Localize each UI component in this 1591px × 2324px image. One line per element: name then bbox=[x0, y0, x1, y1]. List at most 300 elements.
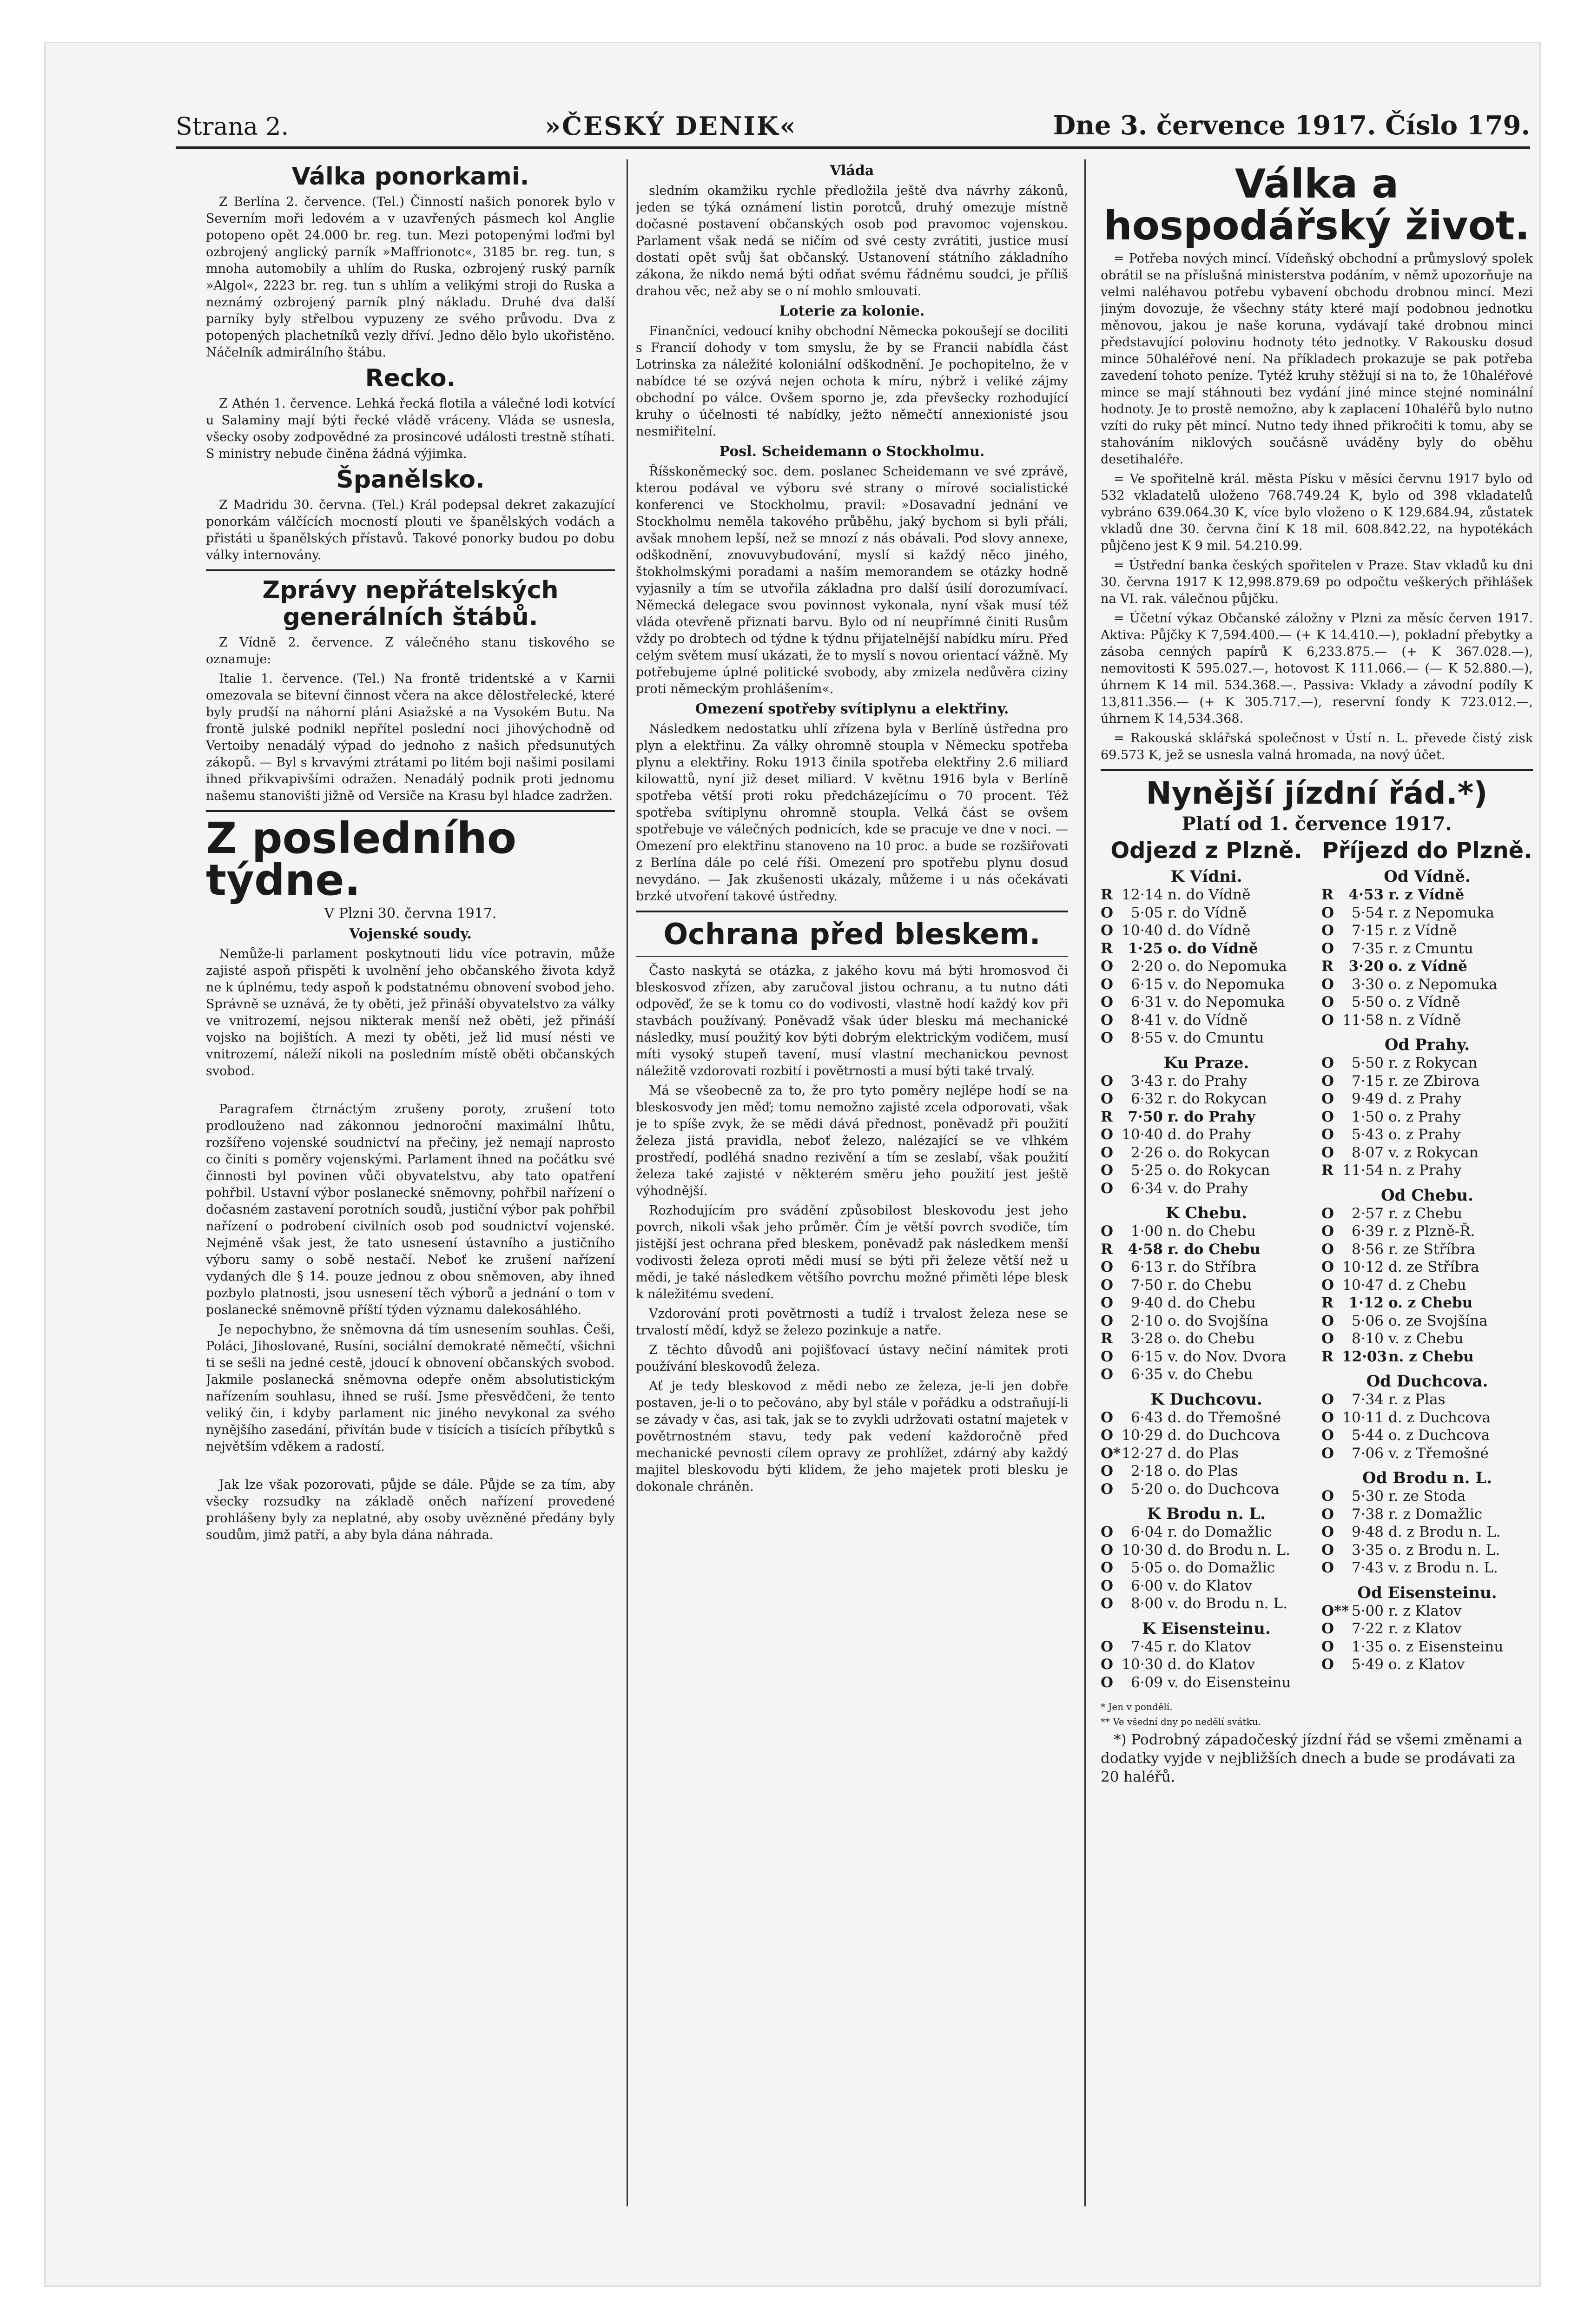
newspaper-page bbox=[44, 42, 1541, 2287]
timetable-row bbox=[1321, 1620, 1533, 1638]
timetable-row bbox=[1101, 1480, 1312, 1499]
spacer bbox=[206, 1458, 615, 1477]
departure-time: 10·11 bbox=[1342, 1409, 1384, 1426]
article-paragraph: Nemůže-li parlament poskytnouti lidu více potravin, může zajisté aspoň přispěti k uvolnění jeho občanského života když ne k úplnému, tedy aspoň k podstatnému obnovení svobod jeho. Správně se uznává, že ty oběti, jež přináší obyvatelstvo za války ve vnitrozemí, nejsou nikterak menší než oběti, jež přináší vojsko na bojištích. A mezi ty oběti, jež lid musí nésti ve vnitrozemí, náleží nikoli na posledním místě oběti občanských svobod. bbox=[206, 947, 615, 1078]
train-type: O bbox=[1101, 1656, 1114, 1673]
departure-time: 10·30 bbox=[1122, 1541, 1163, 1558]
route: r. do Chebu bbox=[1168, 1241, 1261, 1258]
train-type: O bbox=[1101, 958, 1114, 975]
route: r. z Vídně bbox=[1388, 886, 1465, 903]
departure-time: 12·14 bbox=[1122, 886, 1163, 903]
timetable-group bbox=[1101, 1390, 1312, 1499]
departure-time: 5·44 bbox=[1351, 1427, 1384, 1444]
departure-time: 7·22 bbox=[1351, 1620, 1384, 1637]
train-type: O bbox=[1321, 1276, 1334, 1294]
article-paragraph: Říšskoněmecký soc. dem. poslanec Scheidemann ve své zprávě, kterou podával ve výboru své strany o mírové socialistické konferenci ve Stockholmu, pravil: »Dosavadní jednání ve Stockholmu neměla takového průběhu, jaký bychom si byli přáli, avšak mnohem lepší, než se mnozí z nás obávali. Pod slovy annexe, odškodnění, znovuvybudování, myslí si každý něco jiného, štokholmskými poradami a naším memorandem se otázky hodně vyjasnily a tím se utvořila základna pro další úsilí dorozumívací. Německá delegace svou povinnost vykonala, nyní však musí též vláda otevřeně přiznati barvu. Bylo od ní neupřímné činiti Rusům vždy po drobtech od týdne k týdnu přijatelnější nabídku míru. Před celým světem musí ukázati, že to myslí s novou orientací vážně. My potřebujeme úplné politické svobody, aby zmizela nedůvěra ciziny proti německým prohlášením«. bbox=[636, 464, 1068, 696]
article-paragraph: Rozhodujícím pro svádění způsobilost bleskovodu jest jeho povrch, nikoli však jeho průměr. Čím je větší povrch svodiče, tím jistější jest ochrana před bleskem, poněvadž pak následkem menší vodivosti železa oproti mědi musí se býti při železe větší než u mědi, je také následkem většího povrchu možné přiměti lépe blesk k náležitému svedení. bbox=[636, 1203, 1068, 1301]
article-paragraph: Paragrafem čtrnáctým zrušeny poroty, zrušení toto prodlouženo nad zákonnou jednoroční maximální lhůtu, rozšířeno vojenské soudnictví na přečiny, jež nemají naprosto co činiti s poměry vojenskými. Parlament ihned na počátku své činnosti byl povinen vůči obyvatelstvu, aby tato opatření pohřbil. Ustavní výbor poslanecké sněmovny, pohřbil nařízení o dočasném zastavení porotních soudů, justiční výbor pak pohřbil nařízení o podrobení civilních osob pod soudnictví vojenské. Nejméně však jest, že tato usnesení ústavního a justičního výboru samy o sobě nestačí. Neboť ke zrušení nařízení vydaných dle § 14. pouze jednou z obou sněmoven, aby ihned pozbylo platnosti, jsou usnesení těch výborů a jednání o tom v poslanecké sněmovně příští týden významu dalekosáhlého. bbox=[206, 1102, 615, 1317]
departure-time: 5·05 bbox=[1130, 904, 1163, 921]
section-divider bbox=[206, 569, 615, 571]
timetable-row bbox=[1321, 1054, 1533, 1072]
timetable-row bbox=[1101, 1656, 1312, 1674]
departure-time: 1·12 bbox=[1348, 1294, 1384, 1311]
timetable-grid bbox=[1101, 838, 1533, 1698]
train-type: R bbox=[1321, 958, 1334, 975]
train-type: O bbox=[1321, 1055, 1334, 1071]
timetable-group-heading: K Chebu. bbox=[1165, 1204, 1248, 1222]
route: r. do Stříbra bbox=[1168, 1259, 1257, 1275]
departure-time: 7·15 bbox=[1351, 922, 1384, 939]
timetable-row bbox=[1321, 1072, 1533, 1090]
route: o. do Svojšína bbox=[1168, 1312, 1269, 1329]
departure-time: 7·50 bbox=[1128, 1108, 1163, 1125]
article-paragraph: = Účetní výkaz Občanské záložny v Plzni za měsíc červen 1917. Aktiva: Půjčky K 7,594.400.— (+ K 14.410.—), pokladní přebytky a zásoba cenných papírů K 6,233.875.— (+ K 367.028.—), nemovitosti K 595.027.—, hotovost K 111.066.— (— K 52.880.—), úhrnem K 14 mil. 534.368.—. Passiva: Vklady a závodní podíly K 13,811.356.— (+ K 305.717.—), reservní fondy K 723.012.—, úhrnem K 14,534.368. bbox=[1101, 611, 1533, 726]
timetable-row bbox=[1101, 1072, 1312, 1090]
timetable-row bbox=[1321, 1312, 1533, 1330]
timetable-row bbox=[1321, 1409, 1533, 1427]
route: o. z Brodu n. L. bbox=[1388, 1541, 1500, 1558]
timetable-row bbox=[1101, 1294, 1312, 1312]
route: o. do Vídně bbox=[1168, 940, 1258, 957]
arrivals-column bbox=[1321, 838, 1533, 1698]
departure-time: 6·31 bbox=[1130, 994, 1163, 1010]
route: r. z Rokycan bbox=[1388, 1055, 1478, 1071]
article-title: Válka ponorkami. bbox=[291, 163, 529, 191]
train-type: O bbox=[1321, 1072, 1334, 1089]
departure-time: 1·35 bbox=[1351, 1638, 1384, 1655]
timetable-row bbox=[1101, 940, 1312, 958]
route: o. z Prahy bbox=[1388, 1126, 1461, 1143]
article-paragraph: Z těchto důvodů ani pojišťovací ústavy nečiní námitek proti používání bleskovodů železa. bbox=[636, 1343, 1068, 1374]
subheading: Loterie za kolonie. bbox=[779, 303, 925, 319]
train-type: O bbox=[1101, 1162, 1114, 1179]
timetable-row bbox=[1101, 976, 1312, 994]
timetable-group bbox=[1321, 1186, 1533, 1366]
train-type: O bbox=[1321, 1241, 1334, 1258]
continued-heading: Vláda bbox=[830, 163, 874, 179]
dateline: V Plzni 30. června 1917. bbox=[324, 905, 497, 922]
train-type: O bbox=[1101, 1180, 1114, 1197]
departure-time: 6·13 bbox=[1130, 1259, 1163, 1275]
route: r. z Vídně bbox=[1388, 922, 1457, 939]
timetable-group bbox=[1321, 1584, 1533, 1674]
route: o. do Chebu bbox=[1168, 1330, 1255, 1347]
train-type: O bbox=[1101, 1366, 1114, 1383]
departure-time: 6·34 bbox=[1130, 1180, 1163, 1197]
timetable-row bbox=[1321, 1162, 1533, 1180]
timetable-group-heading: Od Brodu n. L. bbox=[1362, 1469, 1492, 1487]
timetable-row bbox=[1321, 1505, 1533, 1524]
train-type: O** bbox=[1321, 1602, 1349, 1619]
timetable-row bbox=[1101, 1348, 1312, 1366]
departure-time: 6·39 bbox=[1351, 1223, 1384, 1240]
section-divider bbox=[206, 810, 615, 812]
route: o. do Domažlic bbox=[1168, 1559, 1275, 1576]
timetable-row bbox=[1321, 904, 1533, 922]
departure-time: 12·27 bbox=[1122, 1445, 1163, 1462]
subheading: Posl. Scheidemann o Stockholmu. bbox=[719, 443, 985, 460]
departure-time: 3·20 bbox=[1348, 958, 1384, 975]
train-type: O bbox=[1321, 1259, 1334, 1275]
timetable-group bbox=[1101, 1204, 1312, 1384]
route: o. z Klatov bbox=[1388, 1656, 1465, 1673]
timetable-row bbox=[1101, 1638, 1312, 1656]
timetable-group-heading: Od Eisensteinu. bbox=[1357, 1583, 1497, 1602]
column-3 bbox=[1101, 159, 1533, 2216]
train-type: O bbox=[1321, 1445, 1334, 1462]
train-type: O bbox=[1101, 994, 1114, 1010]
departure-time: 5·30 bbox=[1351, 1488, 1384, 1505]
route: d. z Chebu bbox=[1388, 1276, 1466, 1294]
train-type: O bbox=[1101, 1294, 1114, 1311]
departure-time: 8·10 bbox=[1351, 1330, 1384, 1347]
train-type: O bbox=[1101, 1072, 1114, 1089]
timetable-row bbox=[1321, 1638, 1533, 1656]
timetable-row bbox=[1321, 1222, 1533, 1241]
route: r. z Nepomuka bbox=[1388, 904, 1494, 921]
timetable-row bbox=[1101, 1330, 1312, 1348]
departure-time: 8·41 bbox=[1130, 1011, 1163, 1029]
route: r. do Domažlic bbox=[1168, 1524, 1272, 1540]
train-type: O bbox=[1321, 1108, 1334, 1125]
timetable-row bbox=[1321, 1330, 1533, 1348]
route: r. do Vídně bbox=[1168, 904, 1247, 921]
route: n. do Vídně bbox=[1168, 886, 1251, 903]
timetable-row bbox=[1321, 1126, 1533, 1144]
departure-time: 3·43 bbox=[1130, 1072, 1163, 1089]
article-paragraph: Italie 1. července. (Tel.) Na frontě tridentské a v Karnii omezovala se bitevní činnost včera na akce dělostřelecké, které byly prudší na náhorní pláni Asiažské a na Vysokém Butu. Na frontě julské podnikl nepřítel poslední noci jihovýchodně od Vertoiby nenadálý výpad do jednoho z našich předsunutých zákopů. — Byl s krvavými ztrátami po litém boji našimi posilami ihned přikvapivšími odražen. Nenadálý podnik proti jednomu našemu stanovišti jižně od Versiče na Krasu byl hladce zadržen. bbox=[206, 672, 615, 803]
article-paragraph: = Ve spořitelně král. města Písku v měsíci červnu 1917 bylo od 532 vkladatelů uloženo 768.749.24 K, bylo od 398 vkladatelů vybráno 639.064.30 K, více bylo vloženo o K 129.684.94, zůstatek vkladů dne 30. června činí K 18 mil. 608.842.22, na hypotékách půjčeno jest K 9 mil. 54.210.99. bbox=[1101, 472, 1533, 553]
route: o. z Duchcova bbox=[1388, 1427, 1490, 1444]
train-type: O bbox=[1101, 1223, 1114, 1240]
train-type: O bbox=[1321, 1391, 1334, 1408]
train-type: O bbox=[1101, 1559, 1114, 1576]
timetable-row bbox=[1321, 1559, 1533, 1577]
issue-date: Dne 3. července 1917. Číslo 179. bbox=[1053, 110, 1530, 141]
page-header bbox=[176, 94, 1530, 141]
departure-time: 2·20 bbox=[1130, 958, 1163, 975]
departure-time: 6·43 bbox=[1130, 1409, 1163, 1426]
train-type: O bbox=[1321, 1126, 1334, 1143]
timetable-row bbox=[1101, 922, 1312, 940]
timetable-row bbox=[1101, 1126, 1312, 1144]
train-type: R bbox=[1101, 886, 1113, 903]
departure-time: 8·56 bbox=[1351, 1241, 1384, 1258]
departure-time: 10·12 bbox=[1342, 1259, 1384, 1275]
timetable-group-heading: K Duchcovu. bbox=[1150, 1390, 1262, 1409]
page-number: Strana 2. bbox=[176, 113, 289, 141]
arrivals-heading: Příjezd do Plzně. bbox=[1322, 838, 1532, 864]
departure-time: 7·06 bbox=[1351, 1445, 1384, 1462]
departure-time: 6·00 bbox=[1130, 1577, 1163, 1594]
route: o. z Nepomuka bbox=[1388, 976, 1498, 993]
timetable-row bbox=[1101, 957, 1312, 976]
train-type: R bbox=[1101, 1108, 1113, 1125]
timetable-group bbox=[1101, 867, 1312, 1047]
timetable-group-heading: Od Prahy. bbox=[1384, 1036, 1470, 1054]
route: n. z Prahy bbox=[1388, 1162, 1462, 1179]
timetable-row bbox=[1101, 1108, 1312, 1126]
timetable-validity: Platí od 1. července 1917. bbox=[1182, 813, 1452, 835]
route: d. z Prahy bbox=[1388, 1090, 1462, 1107]
route: r. z Cmuntu bbox=[1388, 940, 1473, 957]
timetable-group bbox=[1321, 1372, 1533, 1462]
train-type: O bbox=[1321, 1638, 1334, 1655]
timetable-row bbox=[1321, 1205, 1533, 1223]
timetable-group bbox=[1101, 1054, 1312, 1198]
timetable-row bbox=[1321, 1294, 1533, 1312]
departure-time: 3·30 bbox=[1351, 976, 1384, 993]
train-type: O bbox=[1101, 1638, 1114, 1655]
train-type: O bbox=[1321, 1090, 1334, 1107]
article-title: Válka a hospodářský život. bbox=[1103, 161, 1530, 249]
timetable-row bbox=[1101, 1011, 1312, 1030]
header-rule bbox=[176, 146, 1530, 149]
train-type: O bbox=[1101, 904, 1114, 921]
route: d. do Klatov bbox=[1168, 1656, 1255, 1673]
timetable-row bbox=[1321, 1011, 1533, 1030]
departure-time: 1·25 bbox=[1128, 940, 1163, 957]
departure-time: 5·54 bbox=[1351, 904, 1384, 921]
departure-time: 9·40 bbox=[1130, 1294, 1163, 1311]
route: o. ze Svojšína bbox=[1388, 1312, 1488, 1329]
subheading: Vojenské soudy. bbox=[349, 926, 472, 942]
departure-time: 2·26 bbox=[1130, 1144, 1163, 1161]
timetable-row bbox=[1321, 1426, 1533, 1445]
timetable-row bbox=[1321, 1241, 1533, 1259]
timetable-row bbox=[1101, 1595, 1312, 1613]
route: r. z Plzně-Ř. bbox=[1388, 1223, 1475, 1240]
departure-time: 6·35 bbox=[1130, 1366, 1163, 1383]
route: n. do Chebu bbox=[1168, 1223, 1256, 1240]
route: d. ze Stříbra bbox=[1388, 1259, 1479, 1275]
departure-time: 10·47 bbox=[1342, 1276, 1384, 1294]
route: r. z Plas bbox=[1388, 1391, 1446, 1408]
route: d. do Duchcova bbox=[1168, 1427, 1281, 1444]
train-type: O bbox=[1101, 976, 1114, 993]
route: r. z Klatov bbox=[1388, 1620, 1462, 1637]
route: d. do Vídně bbox=[1168, 922, 1251, 939]
section-divider bbox=[1101, 769, 1533, 771]
train-type: O bbox=[1101, 1144, 1114, 1161]
timetable-row bbox=[1321, 1445, 1533, 1463]
timetable-row bbox=[1321, 922, 1533, 940]
route: r. do Prahy bbox=[1168, 1108, 1255, 1125]
train-type: O bbox=[1321, 976, 1334, 993]
train-type: O* bbox=[1101, 1445, 1121, 1462]
route: r. ze Stříbra bbox=[1388, 1241, 1476, 1258]
timetable-row bbox=[1101, 1462, 1312, 1480]
train-type: O bbox=[1321, 940, 1334, 957]
departure-time: 11·58 bbox=[1342, 1011, 1384, 1029]
departure-time: 10·40 bbox=[1122, 1126, 1163, 1143]
timetable-row bbox=[1321, 1108, 1533, 1126]
timetable-row bbox=[1101, 1445, 1312, 1463]
route: r. do Chebu bbox=[1168, 1276, 1252, 1294]
article-paragraph: sledním okamžiku rychle předložila ještě dva návrhy zákonů, jeden se týká oznámení listin porotců, druhý omezuje místně dočasné postavení občanských osob pod pravomoc vojenskou. Parlament však nedá se ničím od své cesty zvrátiti, justice musí dostati opět svůj šat občanský. Ustanovení státního základního zákona, že nikdo nemá býti odňat svému řádnému soudci, je příliš drahou věc, než aby se o ní mohlo smlouvati. bbox=[636, 184, 1068, 298]
route: v. do Vídně bbox=[1168, 1011, 1248, 1029]
train-type: O bbox=[1101, 1577, 1114, 1594]
route: v. do Brodu n. L. bbox=[1168, 1595, 1287, 1612]
article-paragraph: Z Vídně 2. července. Z válečného stanu tiskového se oznamuje: bbox=[206, 635, 615, 667]
train-type: O bbox=[1321, 1656, 1334, 1673]
train-type: O bbox=[1321, 1144, 1334, 1161]
departure-time: 3·28 bbox=[1130, 1330, 1163, 1347]
train-type: R bbox=[1321, 1348, 1334, 1365]
timetable-row bbox=[1321, 1090, 1533, 1108]
route: o. z Vídně bbox=[1388, 958, 1467, 975]
departure-time: 5·05 bbox=[1130, 1559, 1163, 1576]
timetable-group bbox=[1321, 867, 1533, 1029]
timetable bbox=[1101, 777, 1533, 1786]
timetable-row bbox=[1321, 1487, 1533, 1505]
train-type: O bbox=[1101, 1463, 1114, 1479]
column-2 bbox=[636, 159, 1068, 2216]
article-paragraph: Z Madridu 30. června. (Tel.) Král podepsal dekret zakazující ponorkám válčících mocností plouti ve španělských vodách a přistáti u španělských přístavů. Takové ponorky budou po dobu války internovány. bbox=[206, 498, 615, 562]
timetable-group bbox=[1321, 1469, 1533, 1577]
route: v. do Nov. Dvora bbox=[1168, 1348, 1287, 1365]
route: r. do Rokycan bbox=[1168, 1090, 1267, 1107]
route: o. do Nepomuka bbox=[1168, 958, 1287, 975]
train-type: O bbox=[1321, 1488, 1334, 1505]
timetable-note: ** Ve všední dny po nedělí svátku. bbox=[1101, 1716, 1261, 1727]
timetable-row bbox=[1101, 1258, 1312, 1276]
article-title: Zprávy nepřátelských generálních štábů. bbox=[262, 576, 559, 631]
timetable-row bbox=[1321, 940, 1533, 958]
train-type: R bbox=[1321, 1294, 1334, 1311]
route: d. do Brodu n. L. bbox=[1168, 1541, 1290, 1558]
timetable-row bbox=[1101, 1674, 1312, 1692]
timetable-row bbox=[1321, 976, 1533, 994]
timetable-row bbox=[1101, 904, 1312, 922]
departure-time: 5·00 bbox=[1351, 1602, 1384, 1619]
train-type: O bbox=[1101, 1427, 1114, 1444]
departure-time: 5·49 bbox=[1351, 1656, 1384, 1673]
timetable-row bbox=[1321, 1144, 1533, 1162]
train-type: O bbox=[1321, 1312, 1334, 1329]
departure-time: 4·58 bbox=[1128, 1241, 1163, 1258]
train-type: O bbox=[1321, 1409, 1334, 1426]
masthead: »ČESKÝ DENIK« bbox=[545, 111, 797, 141]
section-divider bbox=[636, 911, 1068, 912]
departure-time: 11·54 bbox=[1342, 1162, 1384, 1179]
train-type: O bbox=[1321, 1620, 1334, 1637]
timetable-row bbox=[1321, 1391, 1533, 1409]
article-paragraph: Finančníci, vedoucí knihy obchodní Německa pokoušejí se dociliti s Francií dohody v tom smyslu, že by se Francii nabídla část Lotrinska za náležité koloniální odškodnění. Je pochopitelno, že v nabídce té se ozývá nejen ochota k míru, nýbrž i veliké zájmy obchodní po válce. Ovšem sporno je, zda převšecky rozhodující kruhy o účelnosti té nabídky, ježto němečtí annexionisté jsou nesmiřitelní. bbox=[636, 324, 1068, 439]
train-type: O bbox=[1321, 994, 1334, 1010]
route: v. do Klatov bbox=[1168, 1577, 1253, 1594]
timetable-row bbox=[1101, 993, 1312, 1011]
column-1 bbox=[206, 159, 615, 2216]
timetable-row bbox=[1101, 1523, 1312, 1541]
route: v. do Prahy bbox=[1168, 1180, 1248, 1197]
route: r. ze Zbirova bbox=[1388, 1072, 1480, 1089]
route: n. z Chebu bbox=[1388, 1348, 1474, 1365]
route: o. do Plas bbox=[1168, 1463, 1238, 1479]
route: o. do Duchcova bbox=[1168, 1480, 1280, 1498]
departure-time: 5·06 bbox=[1351, 1312, 1384, 1329]
route: n. z Vídně bbox=[1388, 1011, 1461, 1029]
departure-time: 9·49 bbox=[1351, 1090, 1384, 1107]
article-paragraph: Je nepochybno, že sněmovna dá tím usnesením souhlas. Češi, Poláci, Jihoslované, Rusíni, sociální demokraté němečtí, všichni ti se sešli na jedné cestě, jdoucí k obnovení občanských svobod. Jakmile poslanecká sněmovna odepře oněm absolutistickým nařízením souhlasu, ihned se ruší. Jsme přesvědčeni, že tento veliký čin, i kdyby parlament nic jiného nevykonal za svého nynějšího zasedání, přivítán bude v tisících a tisících příbytků s největším vděkem a radostí. bbox=[206, 1322, 615, 1454]
train-type: R bbox=[1321, 886, 1334, 903]
timetable-group-heading: K Brodu n. L. bbox=[1147, 1505, 1266, 1523]
departures-column bbox=[1101, 838, 1312, 1698]
timetable-row bbox=[1101, 1241, 1312, 1259]
departure-time: 2·10 bbox=[1130, 1312, 1163, 1329]
train-type: O bbox=[1101, 1541, 1114, 1558]
article-title: Španělsko. bbox=[336, 466, 485, 494]
spacer bbox=[206, 1083, 615, 1101]
article-paragraph: Následkem nedostatku uhlí zřízena byla v Berlíně ústředna pro plyn a elektřinu. Za války ohromně stoupla v Německu spotřeba plynu a elektřiny. Roku 1913 činila spotřeba elektřiny 2.6 miliard kilowattů, nyní již deset miliard. V květnu 1916 byla v Berlíně spotřeba větší proti roku předcházejícímu o 70 procent. Též spotřeba svítiplynu ohromně stoupla. Velká část se ovšem spotřebuje ve válečných podnicích, kde se pracuje ve dne v noci. — Omezení pro elektřinu stanoveno na 10 proc. a bude se rozšiřovati z Berlína dále po celé říši. Omezení pro spotřebu plynu dosud nevydáno. — Jak zkušenosti ukázaly, můžeme i u nás očekávati brzké utvoření takové ústředny. bbox=[636, 722, 1068, 904]
route: r. z Chebu bbox=[1388, 1205, 1463, 1222]
route: v. z Rokycan bbox=[1388, 1144, 1479, 1161]
departure-time: 7·35 bbox=[1351, 940, 1384, 957]
departures-heading: Odjezd z Plzně. bbox=[1110, 838, 1302, 864]
article-paragraph: = Ústřední banka českých spořitelen v Praze. Stav vkladů ku dni 30. června 1917 K 12,998.879.69 po odpočtu veškerých přihlášek na VI. rak. válečnou půjčku. bbox=[1101, 558, 1533, 606]
route: o. z Prahy bbox=[1388, 1108, 1461, 1125]
article-paragraph: = Rakouská sklářská společnost v Ústí n. L. převede čistý zisk 69.573 K, jež se usnesla valná hromada, na nový účet. bbox=[1101, 731, 1533, 762]
departure-time: 1·50 bbox=[1351, 1108, 1384, 1125]
route: v. do Nepomuka bbox=[1168, 994, 1285, 1010]
departure-time: 2·18 bbox=[1130, 1463, 1163, 1479]
timetable-row bbox=[1321, 1276, 1533, 1294]
train-type: O bbox=[1101, 1595, 1114, 1612]
train-type: O bbox=[1321, 1011, 1334, 1029]
departure-time: 10·40 bbox=[1122, 922, 1163, 939]
train-type: O bbox=[1101, 1348, 1114, 1365]
column-divider bbox=[1084, 159, 1086, 2206]
article-paragraph: = Potřeba nových mincí. Vídeňský obchodní a průmyslový spolek obrátil se na příslušná ministerstva podáním, v němž upozorňuje na velmi naléhavou potřebu vybavení obchodu drobnou mincí. Mezi jiným dovozuje, že všechny státy které mají podobnou jednotku měnovou, jakou je naše koruna, vydávají také drobnou minci představující polovinu hodnoty této jednotky. V Rakousku dosud mince 50haléřové není. Na příkladech prokazuje se pak potřeba zavedení tohoto peníze. Tytéž kruhy stěžují si na to, že 10haléřové mince se mají stáhnouti bez vydání jiné mince stejné nominální hodnoty. Je to prostě nemožno, aby k zaplacení 10haléřů bylo nutno vzíti do ruky pět mincí. Nutno tedy ihned přikročiti k tomu, aby se stahováním niklových součásně uváděny byly do oběhu desetihaléře. bbox=[1101, 251, 1533, 467]
departure-time: 7·50 bbox=[1130, 1276, 1163, 1294]
route: o. do Rokycan bbox=[1168, 1144, 1270, 1161]
train-type: O bbox=[1321, 1559, 1334, 1576]
train-type: O bbox=[1321, 1524, 1334, 1540]
route: d. z Brodu n. L. bbox=[1388, 1524, 1501, 1540]
train-type: O bbox=[1321, 1330, 1334, 1347]
departure-time: 7·43 bbox=[1351, 1559, 1384, 1576]
departure-time: 10·30 bbox=[1122, 1656, 1163, 1673]
route: r. do Klatov bbox=[1168, 1638, 1251, 1655]
route: o. z Eisensteinu bbox=[1388, 1638, 1504, 1655]
timetable-row bbox=[1321, 1258, 1533, 1276]
article-paragraph: Má se všeobecně za to, že pro tyto poměry nejlépe hodí se na bleskosvody jen měď; tomu nemožno zajisté zcela odporovati, však je to spíše zvyk, že se mědi dává přednost, poněvadž při použití železa jistá pravidla, neboť železo, nalézající se ve vlhkém prostředí, podléhá snadno rezivění a tím se zeslabí, však použití železa také zajisté v některém směru jeho použití jest ještě výhodnější. bbox=[636, 1083, 1068, 1198]
train-type: O bbox=[1101, 1524, 1114, 1540]
route: r. ze Stoda bbox=[1388, 1488, 1466, 1505]
departure-time: 5·25 bbox=[1130, 1162, 1163, 1179]
train-type: O bbox=[1101, 1312, 1114, 1329]
train-type: O bbox=[1101, 1674, 1114, 1691]
train-type: R bbox=[1101, 940, 1113, 957]
timetable-row bbox=[1101, 886, 1312, 904]
timetable-group-heading: Od Vídně. bbox=[1384, 867, 1471, 886]
article-paragraph: Často naskytá se otázka, z jakého kovu má býti hromosvod či bleskosvod zřízen, aby zaručoval jistou ochranu, a tu nutno dáti odpověď, že se k tomu co do vodivosti, vlastně hodí každý kov při stavbách používaný. Poněvadž však úder blesku má mechanické následky, musí použitý kov býti dobrým elektrickým vodičem, musí míti vysoký stupeň tavení, musí vlastní mechanickou pevnost náležitě vzdorovati rozbití i povětrnosti a musí býti také trvalý. bbox=[636, 964, 1068, 1078]
route: v. do Chebu bbox=[1168, 1366, 1253, 1383]
timetable-row bbox=[1101, 1312, 1312, 1330]
departure-time: 5·50 bbox=[1351, 1055, 1384, 1071]
departure-time: 6·15 bbox=[1130, 1348, 1163, 1365]
route: d. z Duchcova bbox=[1388, 1409, 1491, 1426]
departure-time: 6·04 bbox=[1130, 1524, 1163, 1540]
article-title: Ochrana před bleskem. bbox=[663, 917, 1041, 951]
train-type: O bbox=[1101, 1030, 1114, 1046]
column-divider bbox=[627, 159, 628, 2206]
article-paragraph: Ať je tedy bleskovod z mědi nebo ze železa, je-li jen dobře postaven, je-li o to pečováno, aby byl stále v pořádku a odstraňují-li se závady v čas, asi tak, jak se to zvykli udržovati ostatní majetek v povětrnostném stavu, tedy pak vedení každoročně před mechanické pevnosti cílem opravy ze prohlížet, zdárný aby každý majitel bleskovodu býti klidem, že jeho majetek proti blesku je dokonale chráněn. bbox=[636, 1379, 1068, 1494]
timetable-group-heading: Ku Praze. bbox=[1163, 1053, 1249, 1072]
train-type: O bbox=[1101, 1011, 1114, 1029]
timetable-group bbox=[1321, 1036, 1533, 1180]
route: v. do Cmuntu bbox=[1168, 1030, 1264, 1046]
